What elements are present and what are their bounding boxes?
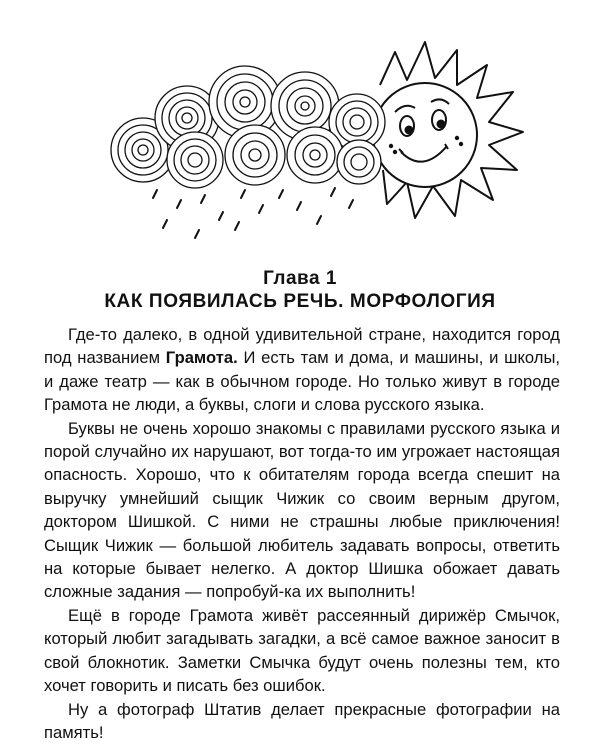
chapter-number: Глава 1 [263, 268, 337, 289]
paragraph: Ещё в городе Грамота живёт рассеянный дирижёр Смычок, который любит загадывать загадки, а всё самое важное заносит в свой блокнотик. Заметки Смычка будут очень полезны тем, кто хочет говорить и писать без ошибок. [44, 605, 560, 696]
paragraph [44, 323, 560, 417]
sun-face [373, 83, 477, 187]
cloud [111, 66, 385, 188]
paragraph: Буквы не очень хорошо знакомы с правилами русского языка и порой случайно их нарушают, вот тогда-то им угрожает настоящая опасность. Хорошо, что к обитателям города всегда спешит на выручку умнейший сыщик Чижик со своим верным другом, доктором Шишкой. С ними не страшны любые приключения! Сыщик Чижик — большой любитель задавать вопросы, ответить на которые бывает нелегко. А доктор Шишка обожает давать сложные задания — попробуй-ка их выполнить! [44, 418, 560, 602]
rain-drops [153, 188, 353, 238]
chapter-title: КАК ПОЯВИЛАСЬ РЕЧЬ. МОРФОЛОГИЯ [104, 291, 496, 312]
chapter-body [44, 323, 560, 744]
paragraph-text: И есть там и дома, и машины, и школы, и даже театр — как в обычном городе. Но только живут в городе Грамота не люди, а буквы, слоги и слова русского языка. [44, 348, 560, 415]
city-name-bold: Грамота. [165, 348, 238, 368]
cloud-and-sun-illustration [95, 40, 525, 240]
paragraph: Ну а фотограф Штатив делает прекрасные фотографии на память! [44, 699, 560, 742]
paragraph-text: Где-то далеко, в одной удивительной стране, находится город под названием [44, 325, 560, 368]
